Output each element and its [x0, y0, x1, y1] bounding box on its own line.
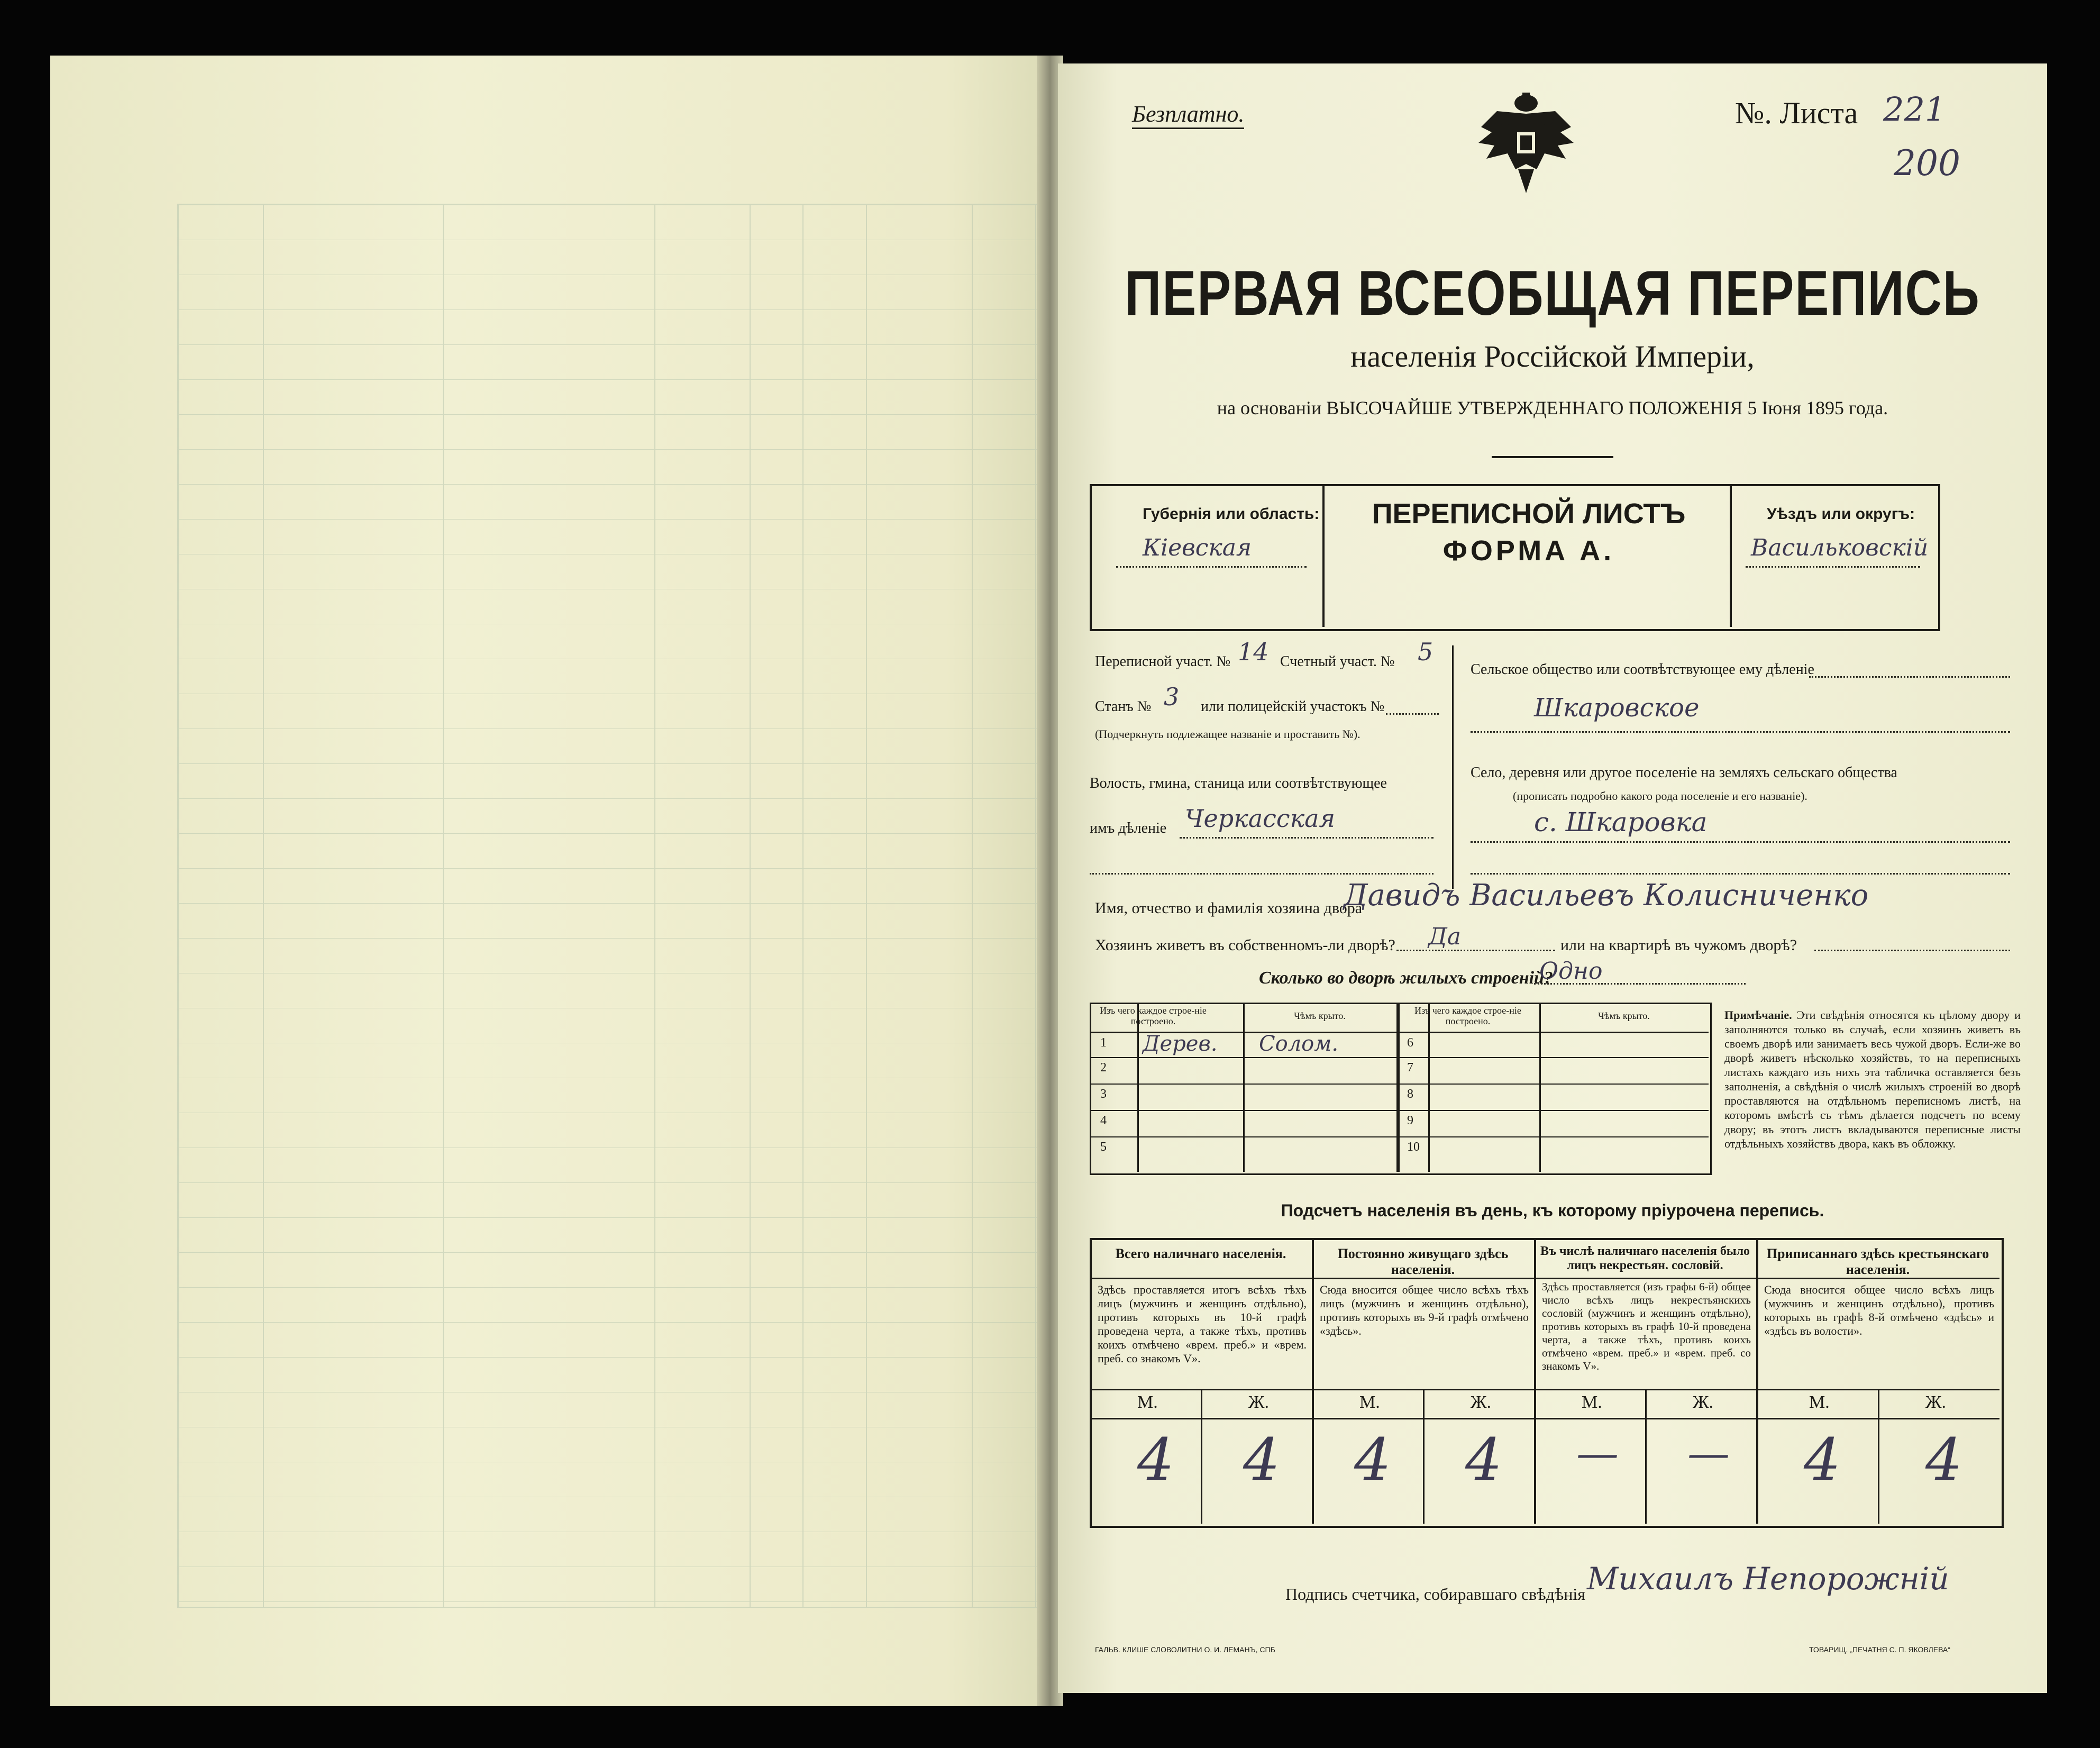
row-number: 10 — [1407, 1140, 1420, 1154]
summary-col3-f-label: Ж. — [1693, 1392, 1713, 1412]
row-number: 7 — [1407, 1061, 1413, 1075]
uezd-value: Васильковскій — [1751, 534, 1929, 561]
schet-uch-value: 5 — [1418, 638, 1434, 666]
sheet-number-second: 200 — [1894, 143, 1960, 184]
summary-col1-m-label: М. — [1137, 1392, 1158, 1412]
summary-col2-desc: Сюда вносится общее число всѣхъ тѣхъ лицъ (мужчинъ и женщинъ отдѣльно), противъ которыхъ въ 9-й графѣ отмѣчено «здѣсь». — [1320, 1283, 1529, 1337]
sheet-number-value: 221 — [1883, 90, 1946, 129]
row-number: 5 — [1100, 1140, 1107, 1154]
building-roof: Солом. — [1259, 1032, 1339, 1056]
summary-col3-m-value: — — [1576, 1428, 1619, 1478]
row-number: 6 — [1407, 1036, 1413, 1050]
selsk-value: Шкаровское — [1534, 693, 1700, 723]
row-number: 1 — [1100, 1036, 1107, 1050]
rent-label: или на квартирѣ въ чужомъ дворѣ? — [1560, 936, 1797, 954]
row-number: 8 — [1407, 1087, 1413, 1101]
summary-col2-f-label: Ж. — [1471, 1392, 1491, 1412]
footer-printer-left: ГАЛЬВ. КЛИШЕ СЛОВОЛИТНИ О. И. ЛЕМАНЪ, СПБ — [1095, 1645, 1275, 1654]
buildings-head-material-left: Изъ чего каждое строе-ніе построено. — [1100, 1005, 1207, 1026]
summary-col1-f-value: 4 — [1243, 1426, 1280, 1494]
volost-label-2: имъ дѣленіе — [1090, 820, 1167, 836]
selo-note: (прописать подробно какого рода поселеніе и его названіе). — [1513, 789, 1807, 803]
selo-value: с. Шкаровка — [1534, 807, 1708, 837]
row-number: 9 — [1407, 1114, 1413, 1127]
summary-col4-f-value: 4 — [1925, 1426, 1962, 1494]
left-page — [50, 56, 1045, 1706]
summary-col1-desc: Здѣсь проставляется итогъ всѣхъ тѣхъ лицъ (мужчинъ и женщинъ отдѣльно), противъ которыхъ въ 10-й графѣ проведена черта, а также тѣхъ, противъ коихъ отмѣчено «врем. преб.» и «врем. преб. со знакомъ V». — [1098, 1283, 1307, 1365]
free-label: Безплатно. — [1132, 101, 1244, 129]
buildings-head-roof-right: Чѣмъ крыто. — [1598, 1010, 1650, 1021]
summary-col4-m-value: 4 — [1804, 1426, 1841, 1494]
form-subtitle: ФОРМА А. — [1442, 535, 1615, 567]
owner-value: Давидъ Васильевъ Колисниченко — [1344, 878, 1869, 913]
police-label: или полицейскій участокъ № — [1201, 698, 1385, 715]
summary-col2-m-value: 4 — [1354, 1426, 1391, 1494]
stan-value: 3 — [1164, 682, 1180, 711]
summary-col3-m-label: М. — [1582, 1392, 1602, 1412]
buildings-label: Сколько во дворѣ жилыхъ строеній? — [1259, 968, 1553, 988]
summary-col4-f-label: Ж. — [1925, 1392, 1946, 1412]
building-material: Дерев. — [1143, 1032, 1218, 1056]
row-number: 3 — [1100, 1087, 1107, 1101]
volost-label: Волость, гмина, станица или соотвѣтствующее — [1090, 775, 1387, 791]
main-title: ПЕРВАЯ ВСЕОБЩАЯ ПЕРЕПИСЬ — [1125, 258, 1980, 329]
signature-label: Подпись счетчика, собиравшаго свѣдѣнія — [1285, 1585, 1586, 1604]
summary-heading: Подсчетъ населенія въ день, къ которому пріурочена перепись. — [1281, 1201, 1824, 1220]
summary-col2-title: Постоянно живущаго здѣсь населенія. — [1337, 1246, 1509, 1277]
row-number: 4 — [1100, 1114, 1107, 1127]
lives-label: Хозяинъ живетъ въ собственномъ-ли дворѣ? — [1095, 936, 1395, 954]
census-form-page — [1058, 63, 2047, 1693]
selo-label: Село, деревня или другое поселеніе на земляхъ сельскаго общества — [1471, 764, 1897, 781]
summary-col1-m-value: 4 — [1137, 1426, 1174, 1494]
summary-col3-title: Въ числѣ наличнаго населенія было лицъ некрестьян. сословій. — [1540, 1244, 1750, 1272]
summary-col1-f-label: Ж. — [1248, 1392, 1269, 1412]
row-number: 2 — [1100, 1061, 1107, 1075]
summary-col1-title: Всего наличнаго населенія. — [1115, 1246, 1286, 1261]
perepis-uch-value: 14 — [1238, 638, 1269, 666]
note-body: Эти свѣдѣнія относятся къ цѣлому двору и заполняются только въ случаѣ, если хозяинъ живетъ въ своемъ дворѣ или занимаетъ весь чужой дворъ. Если-же во дворѣ живетъ нѣсколько хозяйствъ, то на переписныхъ листахъ каждаго изъ нихъ эта табличка оставляется безъ заполненія, а свѣдѣнія о числѣ жилыхъ строеній во дворѣ проставляются на отдѣльномъ переписномъ листѣ, на которомъ вмѣстѣ съ тѣмъ дѣлается подсчетъ по всему двору; въ этотъ листъ вкладываются переписные листы отдѣльныхъ хозяйствъ двора, какъ въ обложку. — [1724, 1008, 2021, 1150]
buildings-head-material-right: Изъ чего каждое строе-ніе построено. — [1414, 1005, 1521, 1026]
summary-col2-m-label: М. — [1359, 1392, 1380, 1412]
uezd-label: Уѣздъ или округъ: — [1767, 505, 1915, 523]
gubernia-label: Губернія или область: — [1143, 505, 1320, 523]
perepis-uch-label: Переписной участ. № — [1095, 653, 1231, 670]
schet-uch-label: Счетный участ. № — [1280, 653, 1395, 670]
double-headed-eagle-emblem — [1476, 90, 1576, 196]
buildings-table — [1090, 1003, 1712, 1175]
subtitle: населенія Россійской Имперіи, — [1350, 339, 1755, 374]
summary-col4-title: Приписаннаго здѣсь крестьянскаго населенія. — [1766, 1246, 1989, 1277]
summary-col3-f-value: — — [1687, 1428, 1730, 1478]
left-page-ruled-grid — [177, 204, 1079, 1608]
note-lead: Примѣчаніе. — [1724, 1008, 1792, 1022]
summary-col4-m-label: М. — [1809, 1392, 1830, 1412]
form-title: ПЕРЕПИСНОЙ ЛИСТЪ — [1372, 498, 1686, 530]
note-text — [1724, 1008, 2021, 1151]
summary-col4-desc: Сюда вносится общее число всѣхъ лицъ (мужчинъ и женщинъ отдѣльно), противъ которыхъ въ графѣ 8-й отмѣчено «здѣсь» и «здѣсь въ волости». — [1764, 1283, 1994, 1337]
underline-note: (Подчеркнуть подлежащее названіе и проставить №). — [1095, 727, 1361, 741]
basis-line: на основаніи ВЫСОЧАЙШЕ УТВЕРЖДЕННАГО ПОЛОЖЕНІЯ 5 Іюня 1895 года. — [1217, 397, 1888, 418]
volost-value: Черкасская — [1185, 804, 1335, 833]
lives-value: Да — [1428, 923, 1462, 950]
sheet-number-label: №. Листа — [1735, 96, 1858, 130]
gubernia-value: Кіевская — [1143, 534, 1252, 561]
ornament-divider — [1492, 456, 1613, 458]
buildings-value: Одно — [1539, 958, 1603, 985]
summary-col2-f-value: 4 — [1465, 1426, 1502, 1494]
owner-label: Имя, отчество и фамилія хозяина двора — [1095, 899, 1363, 917]
footer-printer-right: ТОВАРИЩ. „ПЕЧАТНЯ С. П. ЯКОВЛЕВА“ — [1809, 1645, 1950, 1654]
signature-value: Михаилъ Непорожній — [1587, 1561, 1949, 1597]
selsk-label: Сельское общество или соотвѣтствующее ему дѣленіе — [1471, 661, 1814, 678]
stan-label: Станъ № — [1095, 698, 1152, 715]
summary-col3-desc: Здѣсь проставляется (изъ графы 6-й) общее число всѣхъ лицъ некрестьянскихъ сословій (мужчинъ и женщинъ отдѣльно), противъ которыхъ въ графѣ 10-й проведена черта, а также тѣхъ, противъ коихъ отмѣчено «врем. преб.» и «врем. преб. со знакомъ V». — [1542, 1280, 1751, 1372]
buildings-head-roof-left: Чѣмъ крыто. — [1294, 1010, 1346, 1021]
